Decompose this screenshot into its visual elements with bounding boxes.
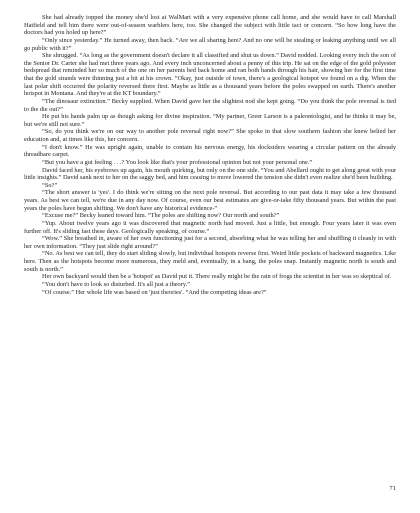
paragraph: “The dinosaur extinction.” Becky supplied. When David gave her the slightest nod she kept going. “Do you think the pole reversal is tied to the die out?”	[24, 97, 396, 113]
paragraph: Her own backyard would then be a 'hotspot' as David put it. There really might be the rain of frogs the scientist in her was so skeptical of.	[42, 273, 392, 281]
paragraph: He put his hands palm up as though asking for divine inspiration. “My partner, Greer Larson is a paleontologist, and he thinks it may be, but we're still not sure.”	[24, 113, 396, 128]
paragraph: “You don't have to look so disturbed. It's all just a theory.”	[42, 280, 190, 288]
paragraph: She shrugged. “As long as the government doesn't declare it all classified and shut us down.” David nodded. Looking every inch the son of the Senior Dr. Carter she had met three years ago. And every inch unconcerned about a penny of this trip. He sat on the edge of the gold polyester bedspread that reminded her so much of the one on her parents bed back home and ran both hands through his hair, showing her for the first time that the gold strands were thinning just a bit at his crown. “Okay, just outside of town, there's a geological hotspot we found on a dig. When the last polar shift occurred the polarity reversed there first. Maybe as little as a thousand years before the poles swapped on earth. There's another hotspot in Montana. And they're at the KT boundary.”	[24, 52, 396, 98]
paragraph: “Yup. About twelve years ago it was discovered that magnetic north had moved. Just a little, but enough. Four years later it was even further off. It's sliding fast these days. Geologically speaking, of course.”	[24, 219, 396, 235]
paragraph: She had already topped the money she'd lost at WalMart with a very expensive phone call home, and she would have to call Marshall Hatfield and tell him there were out-of-season warblers here, too. She changed the subject with little tact or concern. “So how long have the doctors had you holed up here?”	[24, 14, 396, 37]
paragraph: “But you have a gut feeling . . .? You look like that's your professional opinion but not your personal one.”	[42, 158, 313, 166]
page-number: 71	[389, 485, 396, 492]
paragraph: David faced her, his eyebrows up again, his mouth quirking, but only on the one side. “You and Abellard ought to get along great with your little insights.” David sank next to her on the saggy bed, and him ceasing to move lowered the tension she didn't even realize she'd been building.	[24, 166, 396, 182]
body-text	[24, 14, 396, 296]
paragraph: “No. As best we can tell, they do start sliding slowly, but individual hotspots reverse first. Weird little pockets of backward magnetics. Like here. Then as the hotspots become more numerous, they meld and, eventually, in a bang, the poles snap. Instantly magnetic north is south and south is north.”	[24, 250, 396, 273]
paragraph: “Only since yesterday.” He turned away, then back. “Are we all sharing here? And no one will be stealing or leaking anything until we all go public with it?”	[24, 36, 396, 52]
paragraph: “I don't know.” He was upright again, unable to contain his nervous energy, his docksiders wearing a circular pattern on the already threadbare carpet.	[24, 143, 396, 159]
paragraph: “So, do you think we're on our way to another pole reversal right now?” She spoke in that slow southern fashion she knew belied her education and, at times like this, her concern.	[24, 128, 396, 143]
paragraph: “The short answer is 'yes'. I do think we're sitting on the next pole reversal. But according to our past data it may take a few thousand years. As best we can tell, we're due in any day now. Of course, even our best estimates are give-or-take fifty thousand years. But within the past years the poles have begun shifting. We don't have any historical evidence-”	[24, 189, 396, 212]
paragraph: “Excuse me?” Becky leaned toward him. “The poles are shifting now? Our north and south?”	[42, 212, 280, 220]
book-page	[24, 14, 396, 502]
paragraph: “Of course.” Her whole life was based on 'just theories'. “And the competing ideas are?”	[42, 288, 267, 296]
paragraph: “So?”	[42, 181, 58, 189]
paragraph: “Wow.” She breathed in, aware of her own functioning just for a second, absorbing what he was telling her and shuffling it cleanly in with her own information. “They just slide right around?”	[24, 235, 396, 250]
